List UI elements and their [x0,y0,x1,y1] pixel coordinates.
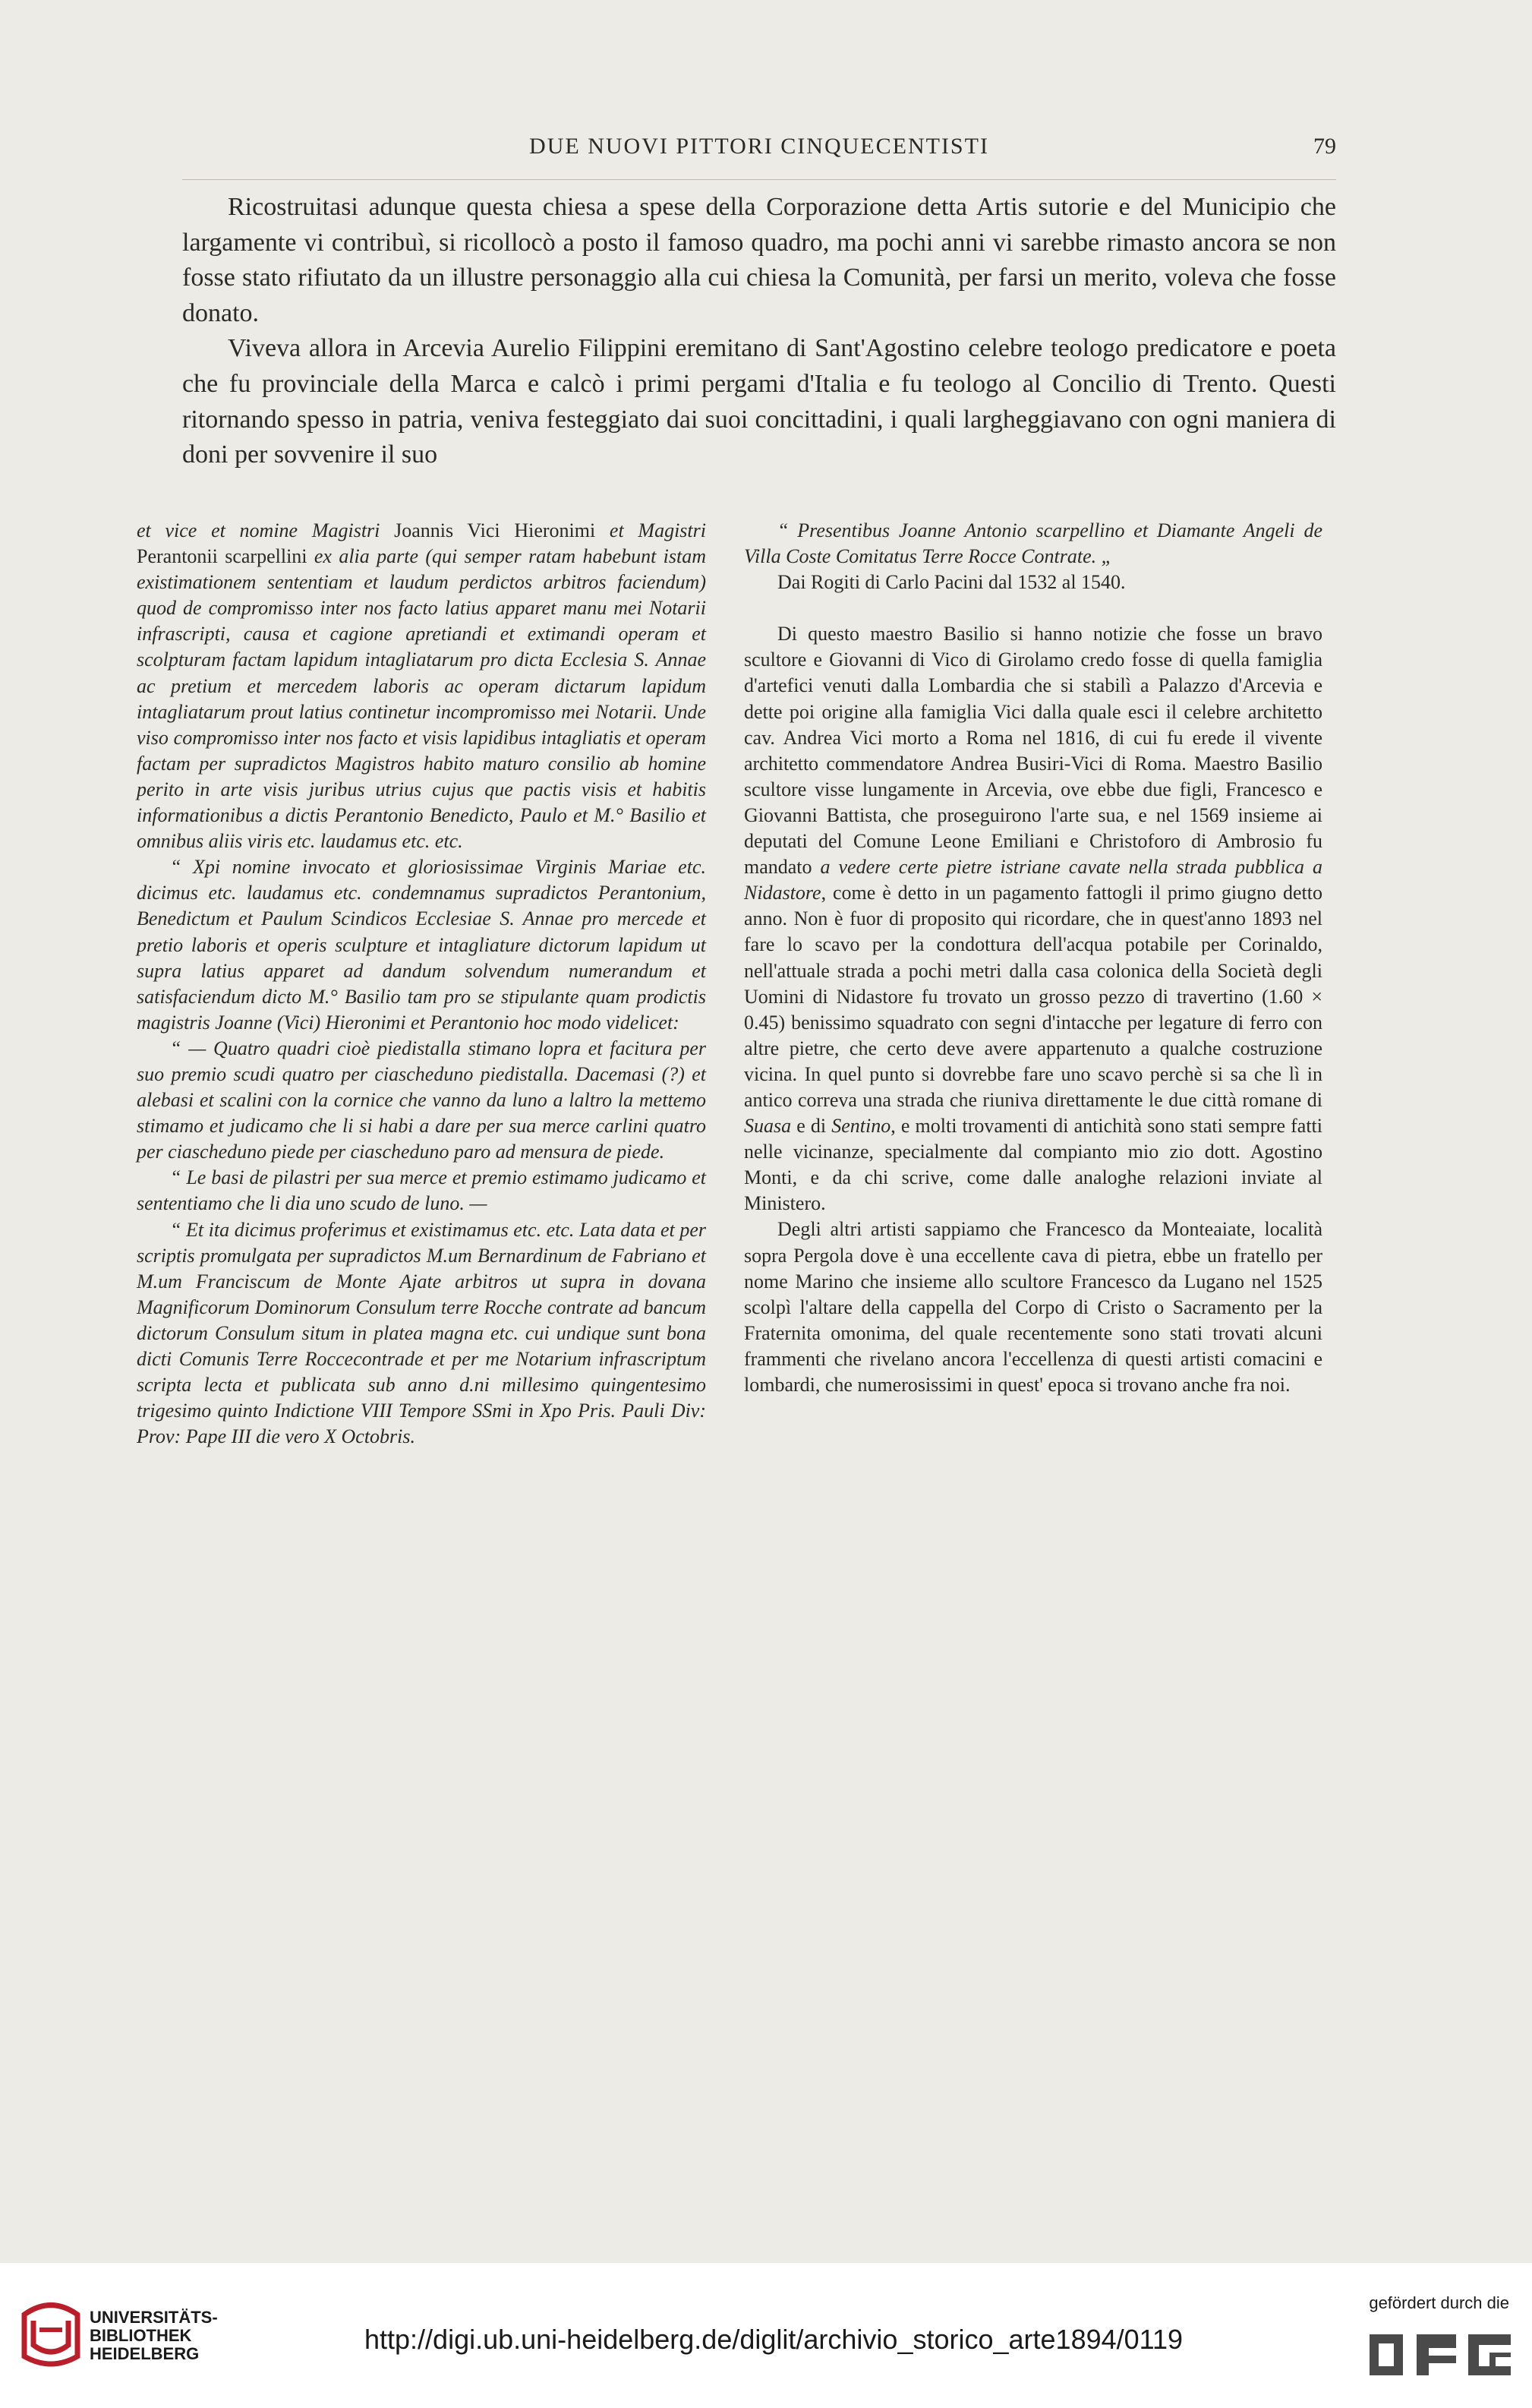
text-run: a vedere certe pietre istriane cavate nella strada pubblica a Nidastore [744,856,1323,904]
library-name[interactable] [90,2309,218,2363]
left-paragraph-3: “ — Quatro quadri cioè piedistalla stimano lopra et facitura per suo premio scudi quatro per ciascheduno piedistalla. Dacemasi (?) et alebasi et scalini con la cornice che vanno da luno a laltro la mettemo stimamo et judicamo che li si habi a dare per sua merce carlini quatro per ciascheduno piede per ciascheduno paro ad mensura de piede. [137,1037,706,1163]
left-paragraph-1 [137,518,706,854]
intro-paragraph-2: Viveva allora in Arcevia Aurelio Filippini eremitano di Sant'Agostino celebre teologo predicatore e poeta che fu provinciale della Marca e calcò i primi pergami d'Italia e fu teologo al Concilio di Trento. Questi ritornando spesso in patria, veniva festeggiato dai suoi concittadini, i quali largheggiavano con ogni maniera di doni per sovvenire il suo [182,334,1336,469]
header-rule [182,179,1336,180]
ub-heidelberg-logo-icon[interactable] [17,2299,85,2368]
left-column [137,518,706,1450]
spacer [744,595,1322,621]
text-run: Sentino [831,1115,891,1138]
library-name-line: HEIDELBERG [90,2344,200,2363]
running-head [182,134,1336,164]
page-number: 79 [1313,134,1336,159]
right-paragraph-2: Dai Rogiti di Carlo Pacini dal 1532 al 1540. [777,571,1126,594]
right-column [744,518,1322,1398]
running-title: DUE NUOVI PITTORI CINQUECENTISTI [529,134,989,159]
dfg-logo-icon[interactable] [1370,2328,1511,2381]
text-run: et Magistri [609,519,706,541]
text-run: ex alia parte (qui semper ratam habebunt istam existimationem sententiam et laudum perdictos arbitros faciendum) quod de compromisso inter nos facto latius apparet manu mei Notarii infrascripti, causa et cagione apretiandi et extimandi operam et scolpturam factam lapidum intagliatarum pro dicta Ecclesia S. Annae ac pretium et mercedem laboris ac operam dictarum lapidum intagliatarum prout latius continetur incompromisso mei Notarii. Unde viso compromisso inter nos facto et visis lapidibus intagliatis et operam factam per supradictos Magistros habito maturo consilio ab homine perito in arte visis juribus utrius cujus que pactis visis et habitis informationibus a dictis Perantonio Benedicto, Paulo et M.° Basilio et omnibus aliis viris etc. laudamus etc. etc. [137,545,707,853]
library-name-line: UNIVERSITÄTS- [90,2308,218,2327]
left-paragraph-4: “ Le basi de pilastri per sua merce et premio estimamo judicamo et sententiamo che li dia uno scudo de luno. — [137,1166,706,1215]
dfg-logo-text: DFG [1439,2380,1442,2381]
left-paragraph-2: “ Xpi nomine invocato et gloriosissimae Virginis Mariae etc. dicimus etc. laudamus etc. condemnamus supradictos Perantonium, Benedictum et Paulum Scindicos Ecclesiae S. Annae pro mercede et pretio laboris et operis sculpture et intagliature dictorum lapidum ut supra latius apparet ad dandum solvendum numerandum et satisfaciendum dicto M.° Basilio tam pro se stipulante quam prodictis magistris Joanne (Vici) Hieronimi et Perantonio hoc modo videlicet: [137,856,706,1034]
text-run: , come è detto in un pagamento fattogli il primo giugno detto anno. Non è fuor di proposito qui ricordare, che in quest'anno 1893 nel fare lo scavo per la condottura dell'acqua potabile per Corinaldo, nell'attuale strada a pochi metri dalla casa colonica della Società degli Uomini di Nidastore fu trovato un grosso pezzo di travertino (1.60 × 0.45) benissimo squadrato con segni d'intacche per legature di ferro con altre pietre, che certo deve avere appartenuto a qualche costruzione vicina. In quel punto si dovrebbe fare uno scavo perchè si sa che lì in antico correva una strada che riuniva direttamente le due città romane di [744,882,1322,1111]
text-run: , e molti trovamenti di antichità sono stati sempre fatti nelle vicinanze, specialmente dal compianto mio zio dott. Agostino Monti, e da chi scrive, come dalle analoghe relazioni inviate al Ministero. [744,1115,1323,1215]
intro-text [182,190,1336,473]
right-paragraph-4: Degli altri artisti sappiamo che Francesco da Monteaiate, località sopra Pergola dove è una eccellente cava di pietra, ebbe un fratello per nome Marino che insieme allo scultore Francesco da Lugano nel 1525 scolpì l'altare della cappella del Corpo di Cristo o Sacramento per la Fraternita omonima, del quale recentemente sono stati trovati alcuni frammenti che rivelano ancora l'eccellenza di questi artisti comacini e lombardi, che numerosissimi in quest' epoca si trovano anche fra noi. [744,1218,1322,1396]
text-run: et vice et nomine Magistri [137,519,395,541]
library-name-line: BIBLIOTHEK [90,2326,192,2345]
text-run: Di questo maestro Basilio si hanno notizie che fosse un bravo scultore e Giovanni di Vico di Girolamo credo fosse di quella famiglia d'artefici venuti dalla Lombardia che si stabilì a Palazzo d'Arcevia e dette poi origine alla famiglia Vici dalla quale esci il celebre architetto cav. Andrea Vici morto a Roma nel 1816, di cui fu erede il vivente architetto commendatore Andrea Busiri-Vici di Roma. Maestro Basilio scultore visse lungamente in Arcevia, ove ebbe due figli, Francesco e Giovanni Battista, che proseguirono l'arte sua, e nel 1569 insieme ai deputati del Comune Leone Emiliani e Christoforo di Ambrosio fu mandato [744,623,1322,879]
text-run: Perantonii scarpellini [137,545,314,568]
left-paragraph-5: “ Et ita dicimus proferimus et existimamus etc. etc. Lata data et per scriptis promulgata per supradictos M.um Bernardinum de Fabriano et M.um Franciscum de Monte Ajate arbitros ut supra in dovana Magnificorum Dominorum Consulum terre Rocche contrate ad bancum dictorum Consulum situm in platea magna etc. cui undique sunt bona dicti Comunis Terre Roccecontrade et per me Notarium infrascriptum scripta lecta et publicata sub anno d.ni millesimo quingentesimo trigesimo quinto Indictione VIII Tempore SSmi in Xpo Pris. Pauli Div: Prov: Pape III die vero X Octobris. [137,1218,706,1448]
sponsor-label: gefördert durch die [1369,2293,1509,2312]
text-run: Joannis Vici Hieronimi [394,519,610,541]
permalink-url[interactable]: http://digi.ub.uni-heidelberg.de/diglit/archivio_storico_arte1894/0119 [364,2324,1184,2355]
text-run: Suasa [744,1115,792,1138]
right-paragraph-1: “ Presentibus Joanne Antonio scarpellino et Diamante Angeli de Villa Coste Comitatus Terre Rocce Contrate. „ [744,519,1322,568]
right-paragraph-3 [744,621,1322,1217]
viewer-footer [0,2263,1532,2408]
text-run: e di [791,1115,832,1138]
intro-paragraph-1: Ricostruitasi adunque questa chiesa a spese della Corporazione detta Artis sutorie e del Municipio che largamente vi contribuì, si ricollocò a posto il famoso quadro, ma pochi anni vi sarebbe rimasto ancora se non fosse stato rifiutato da un illustre personaggio alla cui chiesa la Comunità, per farsi un merito, voleva che fosse donato. [182,193,1336,327]
